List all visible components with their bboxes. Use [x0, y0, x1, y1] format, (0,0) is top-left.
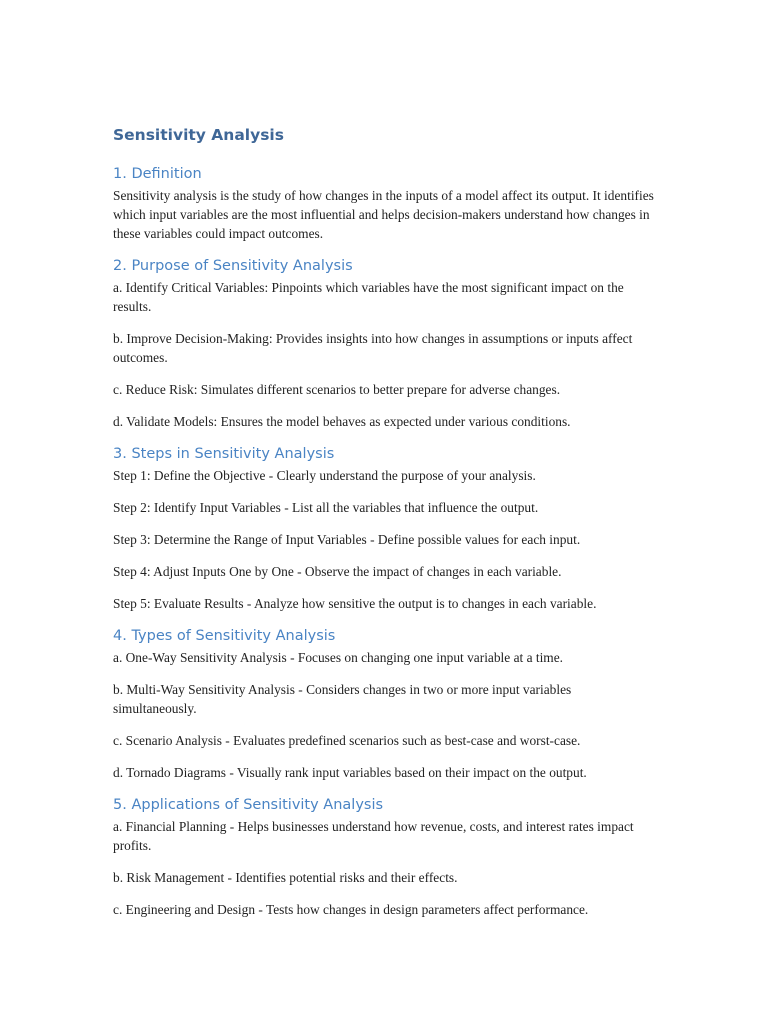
- paragraph: b. Risk Management - Identifies potential risks and their effects.: [113, 870, 458, 885]
- paragraph: Step 4: Adjust Inputs One by One - Observe the impact of changes in each variable.: [113, 564, 562, 579]
- paragraph: b. Improve Decision-Making: Provides insights into how changes in assumptions or inputs affect outcomes.: [113, 331, 633, 365]
- section-heading: 2. Purpose of Sensitivity Analysis: [113, 258, 353, 274]
- section-heading: 3. Steps in Sensitivity Analysis: [113, 446, 335, 462]
- paragraph: Step 5: Evaluate Results - Analyze how sensitive the output is to changes in each variable.: [113, 596, 597, 611]
- paragraph: a. Financial Planning - Helps businesses understand how revenue, costs, and interest rates impact profits.: [113, 819, 634, 853]
- paragraph: d. Tornado Diagrams - Visually rank input variables based on their impact on the output.: [113, 765, 587, 780]
- document-page: [113, 124, 658, 932]
- paragraph: b. Multi-Way Sensitivity Analysis - Considers changes in two or more input variables simultaneously.: [113, 682, 572, 716]
- paragraph: Step 1: Define the Objective - Clearly understand the purpose of your analysis.: [113, 468, 536, 483]
- section-types: [113, 626, 658, 782]
- section-steps: [113, 444, 658, 613]
- section-definition: [113, 164, 658, 243]
- section-heading: 5. Applications of Sensitivity Analysis: [113, 797, 384, 813]
- paragraph: a. Identify Critical Variables: Pinpoints which variables have the most significant impact on the results.: [113, 280, 624, 314]
- paragraph: c. Scenario Analysis - Evaluates predefined scenarios such as best-case and worst-case.: [113, 733, 581, 748]
- section-heading: 4. Types of Sensitivity Analysis: [113, 628, 336, 644]
- paragraph: Sensitivity analysis is the study of how changes in the inputs of a model affect its output. It identifies which input variables are the most influential and helps decision-makers understand how changes in these variables could impact outcomes.: [113, 188, 654, 241]
- paragraph: a. One-Way Sensitivity Analysis - Focuses on changing one input variable at a time.: [113, 650, 564, 665]
- paragraph: Step 3: Determine the Range of Input Variables - Define possible values for each input.: [113, 532, 581, 547]
- paragraph: c. Engineering and Design - Tests how changes in design parameters affect performance.: [113, 902, 589, 917]
- paragraph: Step 2: Identify Input Variables - List all the variables that influence the output.: [113, 500, 539, 515]
- section-purpose: [113, 256, 658, 431]
- section-heading: 1. Definition: [113, 166, 202, 182]
- paragraph: c. Reduce Risk: Simulates different scenarios to better prepare for adverse changes.: [113, 382, 561, 397]
- paragraph: d. Validate Models: Ensures the model behaves as expected under various conditions.: [113, 414, 571, 429]
- section-applications: [113, 795, 658, 919]
- document-title: Sensitivity Analysis: [113, 126, 284, 144]
